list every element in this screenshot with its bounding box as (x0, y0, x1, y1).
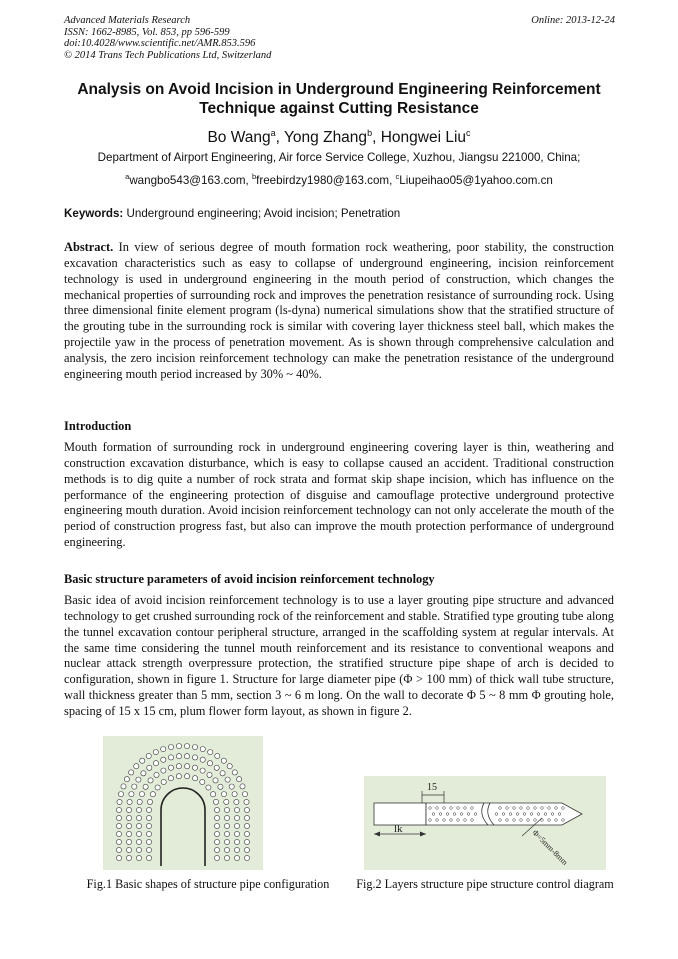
pipe-circle (240, 784, 245, 789)
grouting-hole (562, 807, 565, 810)
pipe-circle (146, 807, 151, 812)
grouting-hole (513, 819, 516, 822)
pipe-circle (161, 757, 166, 762)
pipe-circle (121, 784, 126, 789)
pipe-circle (126, 823, 131, 828)
pipe-circle (150, 792, 155, 797)
grouting-hole (495, 813, 498, 816)
pipe-circle (184, 744, 189, 749)
pipe-circle (193, 776, 198, 781)
grouting-hole (460, 813, 463, 816)
pipe-circle (161, 779, 166, 784)
email-address: wangbo543@163.com (129, 173, 246, 187)
pipe-circle (168, 755, 173, 760)
pipe-circle (154, 772, 159, 777)
pipe-circle (132, 784, 137, 789)
pipe-circle (146, 831, 151, 836)
pipe-circle (244, 807, 249, 812)
pipe-circle (134, 764, 139, 769)
online-date: Online: 2013-12-24 (531, 15, 615, 26)
pipe-circle (126, 855, 131, 860)
journal-header (64, 15, 271, 61)
grouting-hole (439, 813, 442, 816)
grouting-hole (467, 813, 470, 816)
grouting-hole (474, 813, 477, 816)
grouting-hole (450, 819, 453, 822)
pipe-circle (129, 770, 134, 775)
grouting-hole (443, 819, 446, 822)
spacing-label: 15 (427, 782, 437, 793)
pipe-circle (136, 839, 141, 844)
pipe-circle (213, 799, 218, 804)
pipe-circle (141, 771, 146, 776)
grouting-hole (453, 813, 456, 816)
author-mark: b (367, 128, 373, 138)
pipe-circle (136, 807, 141, 812)
pipe-circle (124, 777, 129, 782)
pipe-circle (221, 758, 226, 763)
pipe-circle (214, 855, 219, 860)
pipe-circle (224, 807, 229, 812)
pipe-circle (176, 764, 181, 769)
pipe-circle (234, 839, 239, 844)
figure-1 (103, 736, 263, 875)
section2-heading: Basic structure parameters of avoid incision reinforcement technology (64, 572, 435, 586)
grouting-hole (509, 813, 512, 816)
grouting-hole (530, 813, 533, 816)
author-name: Bo Wang (207, 129, 271, 147)
pipe-circle (153, 761, 158, 766)
grouting-hole (432, 813, 435, 816)
grouting-hole (548, 807, 551, 810)
pipe-circle (192, 765, 197, 770)
title-line-2: Technique against Cutting Resistance (199, 100, 479, 117)
pipe-circle (146, 855, 151, 860)
pipe-circle (229, 784, 234, 789)
pipe-circle (244, 855, 249, 860)
grouting-hole (502, 813, 505, 816)
pipe-circle (136, 823, 141, 828)
section2-text: Basic idea of avoid incision reinforcement technology is to use a layer grouting pipe structure and advanced technology to get crushed surrounding rock of the reinforcement and stable. Stratified type grouting tube along the tunnel excavation contour peripheral structure, arranged in the scaffolding system at regular intervals. At the same time considering the tunnel mouth reinforcement and its resistance to conventional weapons and nuclear attack strength overpressure protection, the stratified structure pipe shape of arch is decided to configuration, shown in figure 1. Structure for large diameter pipe (Φ > 100 mm) of thick wall tube structure, wall thickness greater than 5 mm, section 3 ~ 6 m long. On the wall to decorate Φ 5 ~ 8 mm Φ grouting hole, spacing of 15 x 15 cm, plum flower form layout, as shown in figure 2. (64, 593, 614, 718)
pipe-circle (136, 815, 141, 820)
pipe-circle (211, 792, 216, 797)
grouting-hole (471, 819, 474, 822)
pipe-circle (214, 831, 219, 836)
pipe-circle (200, 768, 205, 773)
grouting-hole (520, 807, 523, 810)
pipe-circle (200, 747, 205, 752)
email-address: freebirdzy1980@163.com (256, 173, 390, 187)
pipe-circle (136, 855, 141, 860)
pipe-circle (146, 847, 151, 852)
pipe-circle (127, 799, 132, 804)
pipe-circle (206, 785, 211, 790)
diameter-label: Φ=5mm-8mm (530, 828, 570, 867)
pipe-circle (218, 784, 223, 789)
doi-line: doi:10.4028/www.scientific.net/AMR.853.596 (64, 38, 256, 49)
pipe-circle (215, 753, 220, 758)
pipe-circle (116, 823, 121, 828)
pipe-circle (185, 764, 190, 769)
pipe-circle (224, 847, 229, 852)
grouting-hole (555, 807, 558, 810)
journal-name: Advanced Materials Research (64, 15, 191, 26)
pipe-circle (126, 807, 131, 812)
affiliation: Department of Airport Engineering, Air force Service College, Xuzhou, Jiangsu 221000, China; (97, 151, 581, 164)
pipe-circle (232, 792, 237, 797)
pipe-circle (244, 831, 249, 836)
pipe-circle (227, 764, 232, 769)
pipe-circle (139, 792, 144, 797)
pipe-circle (200, 757, 205, 762)
pipe-circle (118, 792, 123, 797)
pipe-circle (116, 831, 121, 836)
pipe-circle (161, 747, 166, 752)
grouting-hole (471, 807, 474, 810)
grouting-hole (555, 819, 558, 822)
pipe-circle (153, 750, 158, 755)
pipe-circle (116, 839, 121, 844)
author-mark: a (270, 128, 276, 138)
pipe-circle (146, 823, 151, 828)
pipe-circle (234, 831, 239, 836)
pipe-circle (234, 799, 239, 804)
pipe-circle (147, 799, 152, 804)
pipe-plain-segment (374, 803, 426, 825)
keywords-text: Underground engineering; Avoid incision; Penetration (126, 207, 401, 220)
pipe-circle (214, 847, 219, 852)
pipe-circle (214, 765, 219, 770)
pipe-circle (237, 777, 242, 782)
grouting-hole (558, 813, 561, 816)
pipe-circle (168, 765, 173, 770)
pipe-circle (176, 774, 181, 779)
pipe-circle (244, 823, 249, 828)
grouting-hole (446, 813, 449, 816)
pipe-circle (224, 831, 229, 836)
grouting-hole (516, 813, 519, 816)
issn-line: ISSN: 1662-8985, Vol. 853, pp 596-599 (64, 26, 230, 38)
email-mark: c (395, 172, 400, 181)
pipe-circle (207, 761, 212, 766)
grouting-hole (527, 819, 530, 822)
pipe-circle (244, 847, 249, 852)
pipe-circle (168, 776, 173, 781)
pipe-circle (244, 799, 249, 804)
figure-2-diagram (364, 776, 606, 870)
grouting-hole (506, 819, 509, 822)
pipe-circle (136, 847, 141, 852)
grouting-hole (544, 813, 547, 816)
pipe-circle (220, 771, 225, 776)
pipe-circle (234, 847, 239, 852)
pipe-circle (224, 855, 229, 860)
keywords-label: Keywords: (64, 207, 124, 220)
grouting-hole (551, 813, 554, 816)
pipe-circle (126, 839, 131, 844)
pipe-circle (143, 784, 148, 789)
grouting-hole (499, 819, 502, 822)
figure-1-caption: Fig.1 Basic shapes of structure pipe configuration (86, 877, 330, 891)
grouting-hole (429, 819, 432, 822)
pipe-circle (126, 815, 131, 820)
pipe-circle (136, 777, 141, 782)
email-mark: a (125, 172, 130, 181)
pipe-circle (214, 815, 219, 820)
pipe-circle (184, 754, 189, 759)
pipe-circle (155, 785, 160, 790)
email-address: Liupeihao05@1yahoo.com.cn (399, 173, 553, 187)
pipe-circle (117, 799, 122, 804)
grouting-hole (457, 819, 460, 822)
grouting-hole (499, 807, 502, 810)
figure-2-caption: Fig.2 Layers structure pipe structure control diagram (356, 877, 614, 891)
pipe-circle (176, 744, 181, 749)
author-list: Bo Wang$^a$, Yong Zhang$^b$, Hongwei Liu$^c$ (207, 128, 471, 147)
grouting-hole (436, 819, 439, 822)
grouting-hole (523, 813, 526, 816)
pipe-circle (224, 839, 229, 844)
pipe-circle (214, 823, 219, 828)
email-mark: b (251, 172, 257, 181)
pipe-circle (129, 792, 134, 797)
pipe-circle (168, 745, 173, 750)
pipe-circle (224, 823, 229, 828)
pipe-circle (147, 765, 152, 770)
pipe-circle (116, 847, 121, 852)
grouting-hole (464, 819, 467, 822)
figure-2 (364, 776, 606, 875)
pipe-circle (214, 807, 219, 812)
pipe-circle (214, 839, 219, 844)
introduction-text: Mouth formation of surrounding rock in underground engineering covering layer is thin, weathering and construction excavation disturbance, which is easy to collapse caused an accident. Traditional construction methods is to dig quite a number of rock strata and format skip shape incision, which has influence on the performance of the engineering protection of disguise and camouflage protective underground protective engineering mouth duration. Avoid incision reinforcement technology can not only accelerate the mouth of the period of construction progress fast, but also can improve the mouth protection performance of underground engineering. (64, 440, 614, 550)
grouting-hole (436, 807, 439, 810)
pipe-circle (224, 815, 229, 820)
abstract-label: Abstract. (64, 240, 114, 254)
grouting-hole (429, 807, 432, 810)
pipe-circle (192, 745, 197, 750)
pipe-circle (161, 768, 166, 773)
pipe-circle (185, 774, 190, 779)
grouting-hole (534, 807, 537, 810)
grouting-hole (520, 819, 523, 822)
introduction-heading: Introduction (64, 419, 132, 433)
grouting-hole (513, 807, 516, 810)
figure-1-diagram (103, 736, 263, 870)
pipe-circle (244, 815, 249, 820)
length-label: lk (394, 823, 403, 835)
grouting-hole (541, 807, 544, 810)
pipe-circle (234, 855, 239, 860)
grouting-hole (562, 819, 565, 822)
pipe-circle (116, 815, 121, 820)
paper-title (40, 80, 638, 118)
pipe-circle (146, 815, 151, 820)
copyright-line: © 2014 Trans Tech Publications Ltd, Switzerland (64, 49, 272, 61)
pipe-circle (208, 750, 213, 755)
author-name: Yong Zhang (284, 129, 368, 147)
title-line-1: Analysis on Avoid Incision in Underground Engineering Reinforcement (77, 81, 601, 98)
grouting-hole (548, 819, 551, 822)
pipe-circle (146, 839, 151, 844)
pipe-circle (176, 754, 181, 759)
grouting-hole (464, 807, 467, 810)
pipe-circle (116, 807, 121, 812)
pipe-circle (126, 847, 131, 852)
pipe-circle (116, 855, 121, 860)
pipe-circle (242, 792, 247, 797)
pipe-circle (207, 772, 212, 777)
grouting-hole (450, 807, 453, 810)
abstract (64, 240, 614, 383)
author-name: Hongwei Liu (380, 129, 467, 147)
pipe-circle (192, 755, 197, 760)
pipe-circle (224, 799, 229, 804)
pipe-circle (234, 815, 239, 820)
pipe-circle (148, 778, 153, 783)
pipe-circle (232, 770, 237, 775)
grouting-hole (443, 807, 446, 810)
keywords (64, 206, 400, 221)
abstract-text: In view of serious degree of mouth formation rock weathering, poor stability, the construction excavation characteristics such as easy to collapse of underground engineering, incision reinforcement technology is used in underground engineering in the mouth period of construction, which changes the mechanical properties of surrounding rock and improves the penetration resistance of surrounding rock. Using three dimensional finite element program (ls-dyna) numerical simulations show that the stratified structure of the grouting tube in the surrounding rock is similar with covering layer thickness steel ball, which makes the projectile yaw in the process of penetration movement. As is shown through comprehensive calculation and analysis, the zero incision reinforcement technology can make the penetration resistance of the underground engineering mouth period increased by 30% ~ 40%. (64, 240, 614, 381)
grouting-hole (457, 807, 460, 810)
pipe-circle (140, 758, 145, 763)
pipe-circle (225, 777, 230, 782)
pipe-circle (234, 823, 239, 828)
pipe-circle (244, 839, 249, 844)
grouting-hole (527, 807, 530, 810)
pipe-circle (146, 753, 151, 758)
pipe-circle (137, 799, 142, 804)
grouting-hole (506, 807, 509, 810)
author-mark: c (466, 128, 471, 138)
pipe-circle (213, 778, 218, 783)
grouting-hole (534, 819, 537, 822)
grouting-hole (537, 813, 540, 816)
pipe-circle (126, 831, 131, 836)
pipe-circle (234, 807, 239, 812)
pipe-circle (136, 831, 141, 836)
pipe-circle (221, 792, 226, 797)
email-list: $^a$wangbo543@163.com, $^b$freebirdzy1980@163.com, $^c$Liupeihao05@1yahoo.com.cn (125, 172, 553, 187)
pipe-circle (200, 779, 205, 784)
